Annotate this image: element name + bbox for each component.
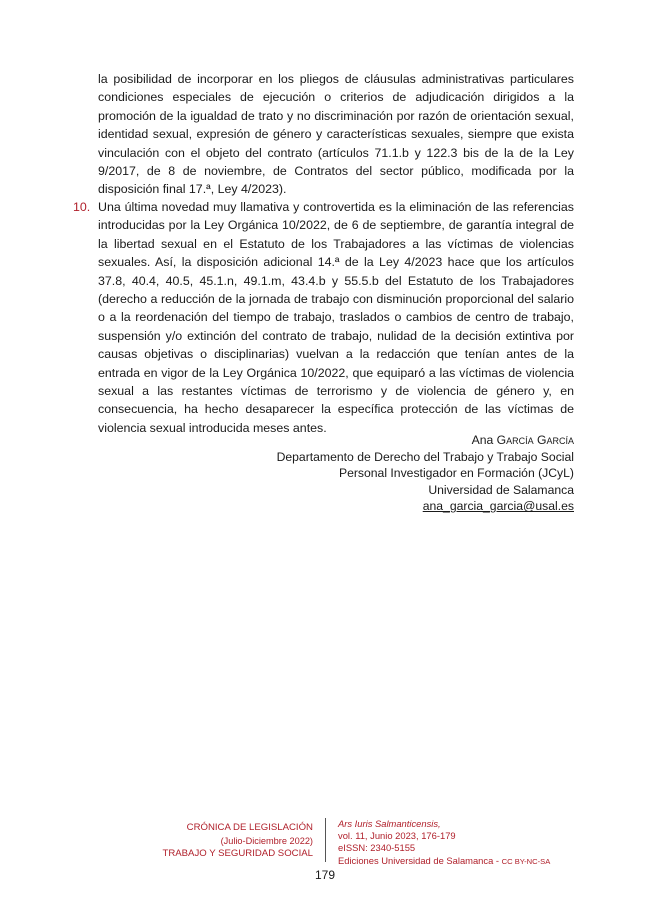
paragraph-continuation: la posibilidad de incorporar en los pliegos de cláusulas administrativas particulares condiciones especiales de ejecución o criterios de adjudicación dirigidos a la promoción de la igualdad de trato y no discriminación por razón de orientación sexual, identidad sexual, expresión de género y características sexuales, siempre que exista vinculación con el objeto del contrato (artículos 71.1.b y 122.3 bis de la de la Ley 9/2017, de 8 de noviembre, de Contratos del sector público, modificada por la disposición final 17.ª, Ley 4/2023). <box>98 72 574 197</box>
author-signature <box>277 432 574 515</box>
author-surname: García García <box>496 433 574 447</box>
paragraph-item-10: Una última novedad muy llamativa y controvertida es la eliminación de las referencias introducidas por la Ley Orgánica 10/2022, de 6 de septiembre, de garantía integral de la libertad sexual en el Estatuto de los Trabajadores a las víctimas de violencias sexuales. Así, la disposición adicional 14.ª de la Ley 4/2023 hace que los artículos 37.8, 40.4, 40.5, 45.1.n, 49.1.m, 43.4.b y 55.5.b del Estatuto de los Trabajadores (derecho a reducción de la jornada de trabajo con disminución proporcional del salario o a la reordenación del tiempo de trabajo, traslados o cambios de centro de trabajo, suspensión y/o extinción del contrato de trabajo, nulidad de la decisión extintiva por causas objetivas o disciplinarias) vuelvan a la redacción que tenían antes de la entrada en vigor de la Ley Orgánica 10/2022, que equiparó a las víctimas de violencia sexual a las restantes víctimas de terrorismo y de violencia de género y, en consecuencia, ha hecho desaparecer la específica protección de las víctimas de violencia sexual introducida meses antes. <box>98 200 574 435</box>
footer-journal-name: Ars Iuris Salmanticensis, <box>338 818 441 829</box>
footer-journal-volume: vol. 11, Junio 2023, 176-179 <box>338 830 456 842</box>
author-email-link[interactable]: ana_garcia_garcia@usal.es <box>422 499 574 514</box>
footer-journal-info <box>338 818 550 868</box>
footer-section-period: (Julio-Diciembre 2022) <box>220 835 313 846</box>
author-position: Personal Investigador en Formación (JCyL) <box>338 466 574 481</box>
footer-divider <box>325 818 326 862</box>
footer-publisher-line <box>338 855 550 868</box>
list-item-number: 10. <box>73 200 91 214</box>
footer-publisher: Ediciones Universidad de Salamanca - <box>338 854 500 866</box>
author-name <box>277 432 574 449</box>
footer-section <box>162 822 313 860</box>
footer-license: CC BY-NC-SA <box>501 856 551 866</box>
author-department: Departamento de Derecho del Trabajo y Trabajo Social <box>276 449 574 464</box>
author-first-name: Ana <box>471 433 494 447</box>
footer-journal-eissn: eISSN: 2340-5155 <box>338 842 416 854</box>
footer-section-title: CRÓNICA DE LEGISLACIÓN <box>186 822 313 833</box>
footer-section-subtitle: TRABAJO Y SEGURIDAD SOCIAL <box>162 847 313 859</box>
page-number: 179 <box>314 868 336 882</box>
author-university: Universidad de Salamanca <box>428 482 574 497</box>
